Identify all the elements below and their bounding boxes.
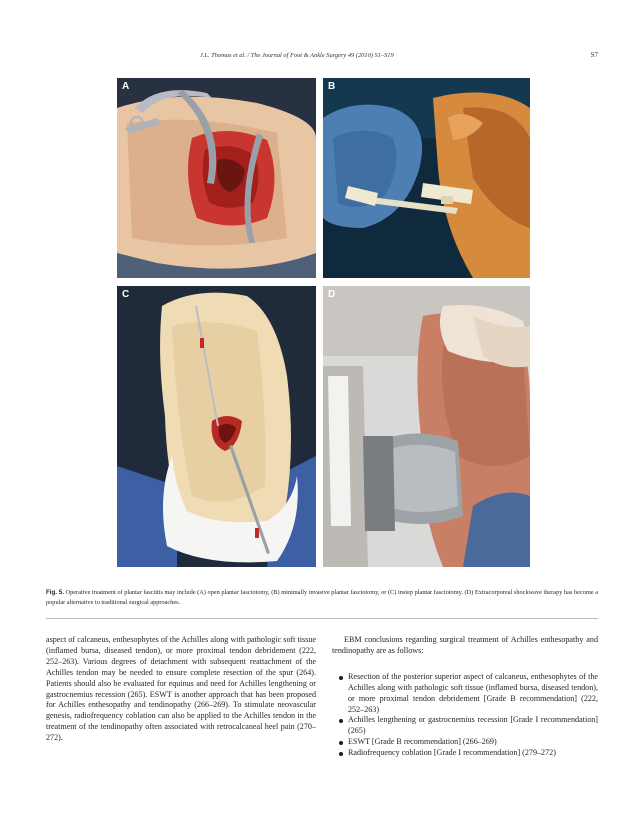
panel-a-photo — [117, 78, 316, 278]
ebm-conclusions-list — [332, 672, 598, 759]
open-fasciotomy-photo — [117, 78, 316, 278]
list-item: Resection of the posterior superior aspect of calcaneus, enthesophytes of the Achilles along with pathologic soft tissue (inflamed bursa, diseased tendon), or more proximal tendon debridement [Grade B recommendation] (222, 252–263) — [332, 672, 598, 716]
figure-5 — [117, 78, 530, 567]
bullet-icon — [339, 719, 343, 723]
caption-text: Operative treatment of plantar fasciitis may include (A) open plantar fasciotomy, (B) minimally invasive plantar fasciotomy, or (C) instep plantar fasciotomy. (D) Extracorporeal shockwave therapy has become a popular alternative to traditional surgical approaches. — [46, 589, 598, 606]
panel-letter-a: A — [122, 81, 130, 92]
panel-c-photo — [117, 286, 316, 567]
panel-letter-d: D — [328, 289, 336, 300]
bullet-icon — [339, 741, 343, 745]
panel-d-photo — [323, 286, 530, 567]
minimally-invasive-fasciotomy-photo — [323, 78, 530, 278]
caption-divider — [46, 618, 598, 619]
instep-fasciotomy-photo — [117, 286, 316, 567]
panel-letter-b: B — [328, 81, 336, 92]
panel-letter-c: C — [122, 289, 130, 300]
right-column — [332, 635, 598, 759]
panel-b-photo — [323, 78, 530, 278]
list-item: ESWT [Grade B recommendation] (266–269) — [332, 737, 598, 748]
left-column-text: aspect of calcaneus, enthesophytes of the Achilles along with pathologic soft tissue (inflamed bursa, diseased tendon), or more proximal tendon debridement (222, 252–263). Various degrees of detachment with subsequent reattachment of the Achilles tendon may be needed to ensure complete resection of the spur (264). Patients should also be evaluated for equinus and need for Achilles lengthening or gastrocnemius recession (265). ESWT is another approach that has been proposed for Achilles enthesopathy and tendinopathy (266–269). To stimulate neovascular genesis, radiofrequency coblation can also be applied to the Achilles tendon in the treatment of the tendinopathy often associated with retrocalcaneal heel pain (270–272). — [46, 635, 316, 743]
list-item: Radiofrequency coblation [Grade I recommendation] (279–272) — [332, 748, 598, 759]
list-item: Achilles lengthening or gastrocnemius recession [Grade I recommendation] (265) — [332, 715, 598, 737]
running-header: J.L. Thomas et al. / The Journal of Foot & Ankle Surgery 49 (2010) S1–S19 — [200, 52, 394, 59]
shockwave-therapy-photo — [323, 286, 530, 567]
bullet-icon — [339, 676, 343, 680]
bullet-icon — [339, 752, 343, 756]
ebm-conclusions-intro: EBM conclusions regarding surgical treatment of Achilles enthesopathy and tendinopathy are as follows: — [332, 635, 598, 655]
figure-caption — [46, 588, 598, 608]
caption-label: Fig. 5. — [46, 589, 64, 596]
page-number: S7 — [590, 51, 598, 59]
